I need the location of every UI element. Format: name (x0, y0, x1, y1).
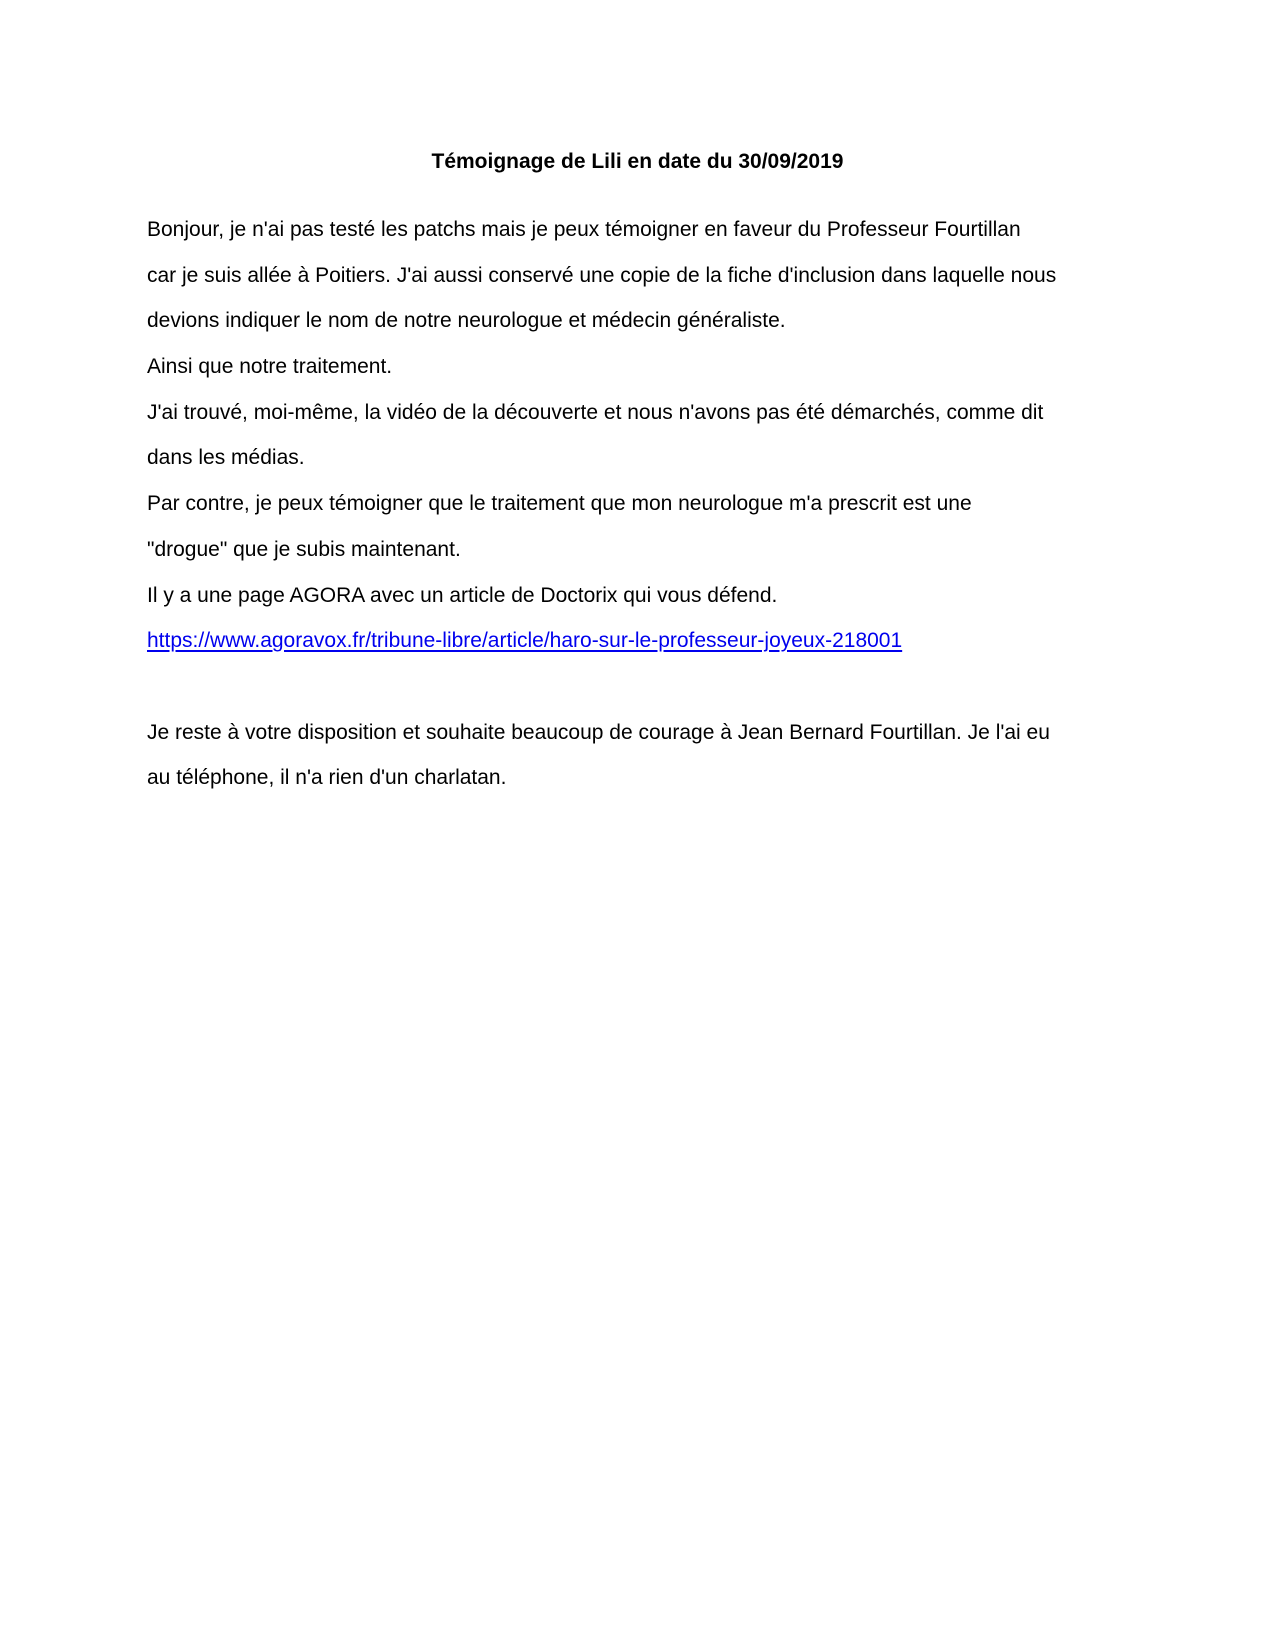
document-body (147, 207, 1137, 801)
body-line: "drogue" que je subis maintenant. (147, 537, 461, 561)
body-line: devions indiquer le nom de notre neurologue et médecin généraliste. (147, 309, 786, 333)
body-line: J'ai trouvé, moi-même, la vidéo de la découverte et nous n'avons pas été démarchés, comme dit (147, 400, 1044, 424)
agoravox-article-link[interactable]: https://www.agoravox.fr/tribune-libre/article/haro-sur-le-professeur-joyeux-218001 (147, 629, 903, 653)
closing-line: au téléphone, il n'a rien d'un charlatan. (147, 766, 507, 790)
body-line: Par contre, je peux témoigner que le traitement que mon neurologue m'a prescrit est une (147, 492, 972, 516)
blank-line (147, 664, 1137, 710)
body-line: car je suis allée à Poitiers. J'ai aussi conservé une copie de la fiche d'inclusion dans laquelle nous (147, 263, 1057, 287)
document-title: Témoignage de Lili en date du 30/09/2019 (431, 150, 844, 173)
body-line: Il y a une page AGORA avec un article de Doctorix qui vous défend. (147, 583, 778, 607)
link-line (147, 618, 1137, 664)
closing-line: Je reste à votre disposition et souhaite beaucoup de courage à Jean Bernard Fourtillan. Je l'ai eu (147, 720, 1050, 744)
body-line: Bonjour, je n'ai pas testé les patchs mais je peux témoigner en faveur du Professeur Fourtillan (147, 218, 1021, 241)
body-line: Ainsi que notre traitement. (147, 355, 393, 379)
body-line: dans les médias. (147, 446, 305, 470)
